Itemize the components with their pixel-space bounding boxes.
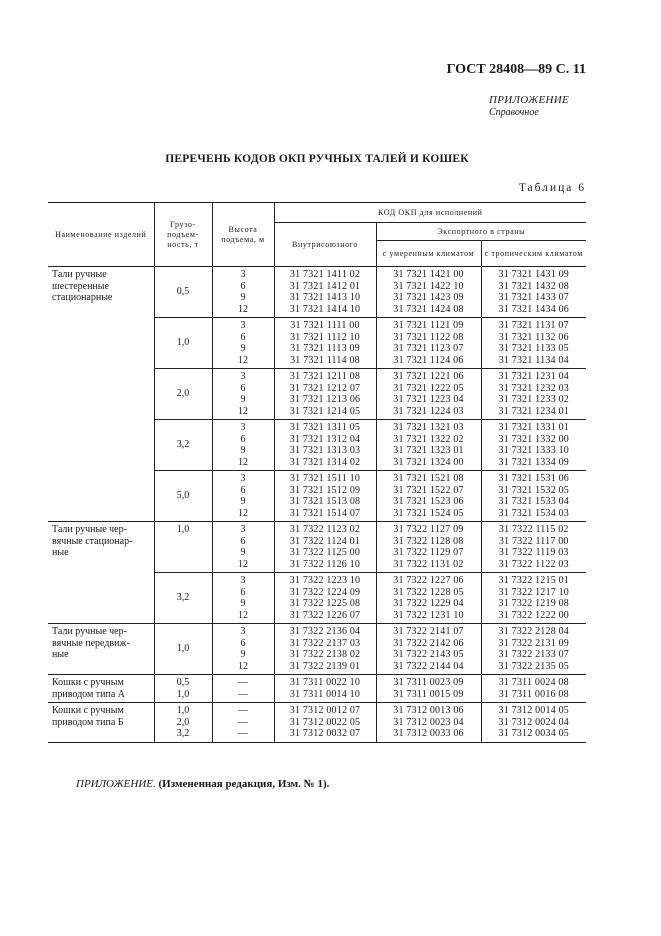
okp-code: 31 7321 1231 04	[498, 371, 569, 382]
okp-code: 31 7321 1432 08	[498, 280, 569, 292]
domestic-code-cell	[274, 522, 376, 573]
height-value: 3	[240, 524, 246, 535]
height-cell	[212, 624, 274, 675]
okp-code: 31 7321 1421 00	[393, 269, 464, 280]
height-value: —	[238, 705, 248, 716]
capacity-cell	[154, 471, 212, 522]
table-row	[48, 624, 586, 675]
height-value: 6	[240, 331, 246, 343]
okp-code: 31 7321 1412 01	[289, 280, 361, 292]
okp-code: 31 7322 1131 02	[393, 558, 464, 570]
product-name-line: Тали ручные чер-	[52, 626, 127, 637]
capacity-cell	[154, 420, 212, 471]
okp-code: 31 7322 1127 09	[393, 524, 464, 535]
height-cell	[212, 369, 274, 420]
tropical-code-cell	[481, 624, 586, 675]
capacity-value: 1,0	[176, 643, 190, 655]
okp-code: 31 7322 1227 06	[393, 575, 464, 586]
okp-code: 31 7321 1331 01	[498, 422, 569, 433]
okp-code: 31 7322 2138 02	[289, 649, 361, 660]
temperate-code-cell	[376, 703, 481, 743]
okp-code: 31 7322 1231 10	[393, 609, 464, 621]
tropical-code-cell	[481, 420, 586, 471]
okp-code: 31 7322 2136 04	[289, 626, 361, 637]
height-cell	[212, 573, 274, 624]
okp-code: 31 7321 1531 06	[498, 473, 569, 484]
height-value: 9	[240, 292, 246, 303]
domestic-code-cell	[274, 471, 376, 522]
okp-code: 31 7321 1222 05	[393, 382, 464, 394]
height-value: 12	[238, 609, 248, 621]
okp-code: 31 7321 1322 02	[393, 433, 464, 445]
height-value: 12	[238, 456, 248, 468]
okp-code: 31 7321 1233 02	[498, 394, 569, 405]
capacity-value: 1,0	[176, 705, 190, 716]
okp-code: 31 7321 1514 07	[289, 507, 361, 519]
okp-code: 31 7321 1113 09	[290, 343, 360, 354]
capacity-cell	[154, 675, 212, 703]
okp-code: 31 7321 1221 06	[393, 371, 464, 382]
okp-code: 31 7321 1314 02	[289, 456, 361, 468]
okp-code: 31 7321 1333 10	[498, 445, 569, 456]
height-value: 3	[240, 422, 246, 433]
domestic-code-cell	[274, 675, 376, 703]
height-cell	[212, 522, 274, 573]
capacity-cell	[154, 267, 212, 318]
height-value: 9	[240, 649, 246, 660]
tropical-code-cell	[481, 318, 586, 369]
table-row	[48, 267, 586, 318]
height-value: 6	[240, 586, 246, 598]
okp-code: 31 7322 1224 09	[289, 586, 361, 598]
height-value: 6	[240, 484, 246, 496]
okp-code: 31 7321 1433 07	[498, 292, 569, 303]
okp-code: 31 7321 1213 06	[289, 394, 361, 405]
product-name-line: стационарные	[52, 292, 113, 303]
height-cell	[212, 318, 274, 369]
height-value: —	[238, 728, 248, 739]
document-number: ГОСТ 28408—89 С. 11	[446, 62, 586, 77]
height-value: 12	[238, 660, 248, 672]
okp-code: 31 7321 1212 07	[289, 382, 361, 394]
temperate-code-cell	[376, 522, 481, 573]
okp-code: 31 7322 1117 00	[498, 535, 569, 547]
height-value: 3	[240, 269, 246, 280]
capacity-cell	[154, 573, 212, 624]
col-tropical-header: с тропическим климатом	[481, 241, 586, 267]
height-value: 6	[240, 637, 246, 649]
okp-code: 31 7322 1128 08	[393, 535, 464, 547]
okp-code: 31 7322 1226 07	[289, 609, 361, 621]
col-export-header: Экспортного в страны	[376, 223, 586, 241]
product-name-line: ные	[52, 649, 69, 660]
okp-code: 31 7321 1214 05	[289, 405, 361, 417]
okp-code: 31 7321 1424 08	[393, 303, 464, 315]
col-name-header: Наименование изделий	[48, 203, 154, 267]
okp-code: 31 7322 1223 10	[289, 575, 361, 586]
capacity-cell	[154, 522, 212, 573]
okp-code: 31 7311 0015 09	[393, 688, 464, 700]
okp-code: 31 7321 1313 03	[289, 445, 361, 456]
capacity-cell	[154, 703, 212, 743]
okp-code: 31 7321 1414 10	[289, 303, 361, 315]
okp-code: 31 7311 0022 10	[289, 677, 361, 688]
temperate-code-cell	[376, 318, 481, 369]
okp-code: 31 7321 1124 06	[393, 354, 464, 366]
okp-code: 31 7321 1112 10	[290, 331, 360, 343]
product-name-line: вячные передвиж-	[52, 637, 130, 649]
okp-code: 31 7322 1129 07	[393, 547, 464, 558]
okp-code: 31 7321 1431 09	[498, 269, 569, 280]
okp-code: 31 7321 1413 10	[289, 292, 361, 303]
height-value: 12	[238, 558, 248, 570]
okp-code: 31 7322 2128 04	[498, 626, 569, 637]
capacity-value: 3,2	[176, 592, 190, 604]
product-name	[48, 675, 154, 703]
appendix-label: ПРИЛОЖЕНИЕ	[489, 94, 569, 106]
product-name-line: приводом типа Б	[52, 716, 124, 728]
col-capacity-header: Грузо-подъем-ность, т	[154, 203, 212, 267]
temperate-code-cell	[376, 624, 481, 675]
col-temperate-header: с умеренным климатом	[376, 241, 481, 267]
okp-code: 31 7321 1332 00	[498, 433, 569, 445]
height-value: —	[238, 677, 248, 688]
page-title: ПЕРЕЧЕНЬ КОДОВ ОКП РУЧНЫХ ТАЛЕЙ И КОШЕК	[165, 153, 469, 165]
product-name-line: ные	[52, 547, 69, 558]
okp-code: 31 7321 1533 04	[498, 496, 569, 507]
okp-code: 31 7322 1115 02	[498, 524, 569, 535]
okp-code: 31 7321 1532 05	[498, 484, 569, 496]
okp-code: 31 7321 1513 08	[289, 496, 361, 507]
capacity-value: 3,2	[176, 728, 190, 739]
okp-code: 31 7322 2144 04	[393, 660, 464, 672]
okp-code: 31 7322 1119 03	[498, 547, 569, 558]
col-domestic-header: Внутрисоюзного	[274, 223, 376, 267]
height-value: 12	[238, 405, 248, 417]
okp-code: 31 7321 1512 09	[289, 484, 361, 496]
okp-code: 31 7322 1228 05	[393, 586, 464, 598]
domestic-code-cell	[274, 267, 376, 318]
product-name	[48, 267, 154, 522]
height-cell	[212, 675, 274, 703]
height-value: 6	[240, 433, 246, 445]
product-name-line: вячные стационар-	[52, 535, 133, 547]
okp-code: 31 7321 1123 07	[393, 343, 464, 354]
okp-code: 31 7311 0016 08	[498, 688, 569, 700]
height-value: —	[238, 716, 248, 728]
okp-code: 31 7321 1334 09	[498, 456, 569, 468]
okp-code: 31 7322 1219 08	[498, 598, 569, 609]
okp-code: 31 7321 1114 08	[290, 354, 360, 366]
table-row	[48, 703, 586, 743]
okp-code: 31 7321 1232 03	[498, 382, 569, 394]
product-name-line: Кошки с ручным	[52, 705, 124, 716]
col-height-header: Высота подъема, м	[212, 203, 274, 267]
table-number: Таблица 6	[518, 182, 586, 194]
tropical-code-cell	[481, 675, 586, 703]
okp-code: 31 7322 2141 07	[393, 626, 464, 637]
height-value: 6	[240, 382, 246, 394]
okp-code: 31 7321 1523 06	[393, 496, 464, 507]
okp-code: 31 7322 1124 01	[289, 535, 361, 547]
capacity-cell	[154, 624, 212, 675]
appendix-type: Справочное	[489, 107, 539, 118]
okp-code: 31 7321 1111 00	[290, 320, 360, 331]
capacity-value: 1,0	[176, 688, 190, 700]
okp-code: 31 7321 1223 04	[393, 394, 464, 405]
okp-code: 31 7321 1132 06	[498, 331, 569, 343]
height-value: 9	[240, 394, 246, 405]
height-cell	[212, 471, 274, 522]
okp-code: 31 7322 1122 03	[498, 558, 569, 570]
okp-code: 31 7312 0013 06	[393, 705, 464, 716]
okp-code: 31 7322 1123 02	[289, 524, 361, 535]
height-value: 9	[240, 547, 246, 558]
okp-code: 31 7312 0024 04	[498, 716, 569, 728]
temperate-code-cell	[376, 573, 481, 624]
okp-codes-table	[48, 202, 586, 743]
capacity-value: 1,0	[176, 524, 190, 535]
temperate-code-cell	[376, 369, 481, 420]
height-value: 3	[240, 626, 246, 637]
height-cell	[212, 420, 274, 471]
footnote-text: (Измененная редакция, Изм. № 1).	[155, 778, 330, 790]
domestic-code-cell	[274, 624, 376, 675]
domestic-code-cell	[274, 369, 376, 420]
okp-code: 31 7321 1134 04	[498, 354, 569, 366]
capacity-value: 3,2	[176, 439, 190, 451]
temperate-code-cell	[376, 471, 481, 522]
height-value: —	[238, 688, 248, 700]
height-cell	[212, 703, 274, 743]
okp-code: 31 7312 0033 06	[393, 728, 464, 739]
product-name-line: приводом типа А	[52, 688, 126, 700]
height-value: 6	[240, 535, 246, 547]
product-name-line: Тали ручные	[52, 269, 107, 280]
capacity-cell	[154, 318, 212, 369]
tropical-code-cell	[481, 471, 586, 522]
okp-code: 31 7321 1131 07	[498, 320, 569, 331]
okp-code: 31 7321 1423 09	[393, 292, 464, 303]
okp-code: 31 7321 1211 08	[289, 371, 361, 382]
okp-code: 31 7322 1225 08	[289, 598, 361, 609]
okp-code: 31 7321 1311 05	[289, 422, 361, 433]
okp-code: 31 7311 0024 08	[498, 677, 569, 688]
product-name	[48, 522, 154, 624]
tropical-code-cell	[481, 267, 586, 318]
okp-code: 31 7312 0014 05	[498, 705, 569, 716]
height-value: 3	[240, 371, 246, 382]
okp-code: 31 7321 1511 10	[289, 473, 361, 484]
okp-code: 31 7321 1122 08	[393, 331, 464, 343]
okp-code: 31 7322 2135 05	[498, 660, 569, 672]
okp-code: 31 7321 1434 06	[498, 303, 569, 315]
capacity-value: 0,5	[176, 286, 190, 298]
tropical-code-cell	[481, 573, 586, 624]
okp-code: 31 7312 0032 07	[289, 728, 361, 739]
okp-code: 31 7322 2137 03	[289, 637, 361, 649]
height-value: 12	[238, 354, 248, 366]
height-value: 9	[240, 343, 246, 354]
tropical-code-cell	[481, 369, 586, 420]
height-value: 9	[240, 598, 246, 609]
footnote-lead: ПРИЛОЖЕНИЕ.	[76, 778, 156, 790]
okp-code: 31 7322 2131 09	[498, 637, 569, 649]
okp-code: 31 7322 1126 10	[289, 558, 361, 570]
okp-code: 31 7322 2133 07	[498, 649, 569, 660]
domestic-code-cell	[274, 573, 376, 624]
okp-code: 31 7321 1312 04	[289, 433, 361, 445]
product-name-line: Тали ручные чер-	[52, 524, 127, 535]
height-value: 9	[240, 445, 246, 456]
table-row	[48, 522, 586, 573]
okp-code: 31 7312 0022 05	[289, 716, 361, 728]
height-value: 12	[238, 507, 248, 519]
okp-code: 31 7312 0034 05	[498, 728, 569, 739]
okp-code: 31 7322 2143 05	[393, 649, 464, 660]
tropical-code-cell	[481, 522, 586, 573]
height-value: 6	[240, 280, 246, 292]
capacity-value: 2,0	[176, 388, 190, 400]
okp-code: 31 7322 1229 04	[393, 598, 464, 609]
okp-code: 31 7321 1422 10	[393, 280, 464, 292]
height-value: 9	[240, 496, 246, 507]
okp-code: 31 7321 1224 03	[393, 405, 464, 417]
temperate-code-cell	[376, 675, 481, 703]
okp-code: 31 7312 0023 04	[393, 716, 464, 728]
okp-code: 31 7322 1222 00	[498, 609, 569, 621]
tropical-code-cell	[481, 703, 586, 743]
capacity-value: 5,0	[176, 490, 190, 502]
height-cell	[212, 267, 274, 318]
okp-code: 31 7321 1534 03	[498, 507, 569, 519]
col-okp-header: КОД ОКП для исполнений	[274, 203, 586, 223]
okp-code: 31 7322 1217 10	[498, 586, 569, 598]
capacity-cell	[154, 369, 212, 420]
domestic-code-cell	[274, 318, 376, 369]
capacity-value: 2,0	[176, 716, 190, 728]
okp-code: 31 7312 0012 07	[289, 705, 361, 716]
temperate-code-cell	[376, 267, 481, 318]
capacity-value: 0,5	[176, 677, 190, 688]
okp-code: 31 7321 1323 01	[393, 445, 464, 456]
okp-code: 31 7311 0014 10	[289, 688, 361, 700]
product-name	[48, 624, 154, 675]
domestic-code-cell	[274, 703, 376, 743]
product-name-line: шестеренные	[52, 280, 109, 292]
okp-code: 31 7321 1324 00	[393, 456, 464, 468]
okp-code: 31 7322 1125 00	[289, 547, 361, 558]
height-value: 3	[240, 320, 246, 331]
footnote	[76, 778, 329, 790]
okp-code: 31 7322 2142 06	[393, 637, 464, 649]
domestic-code-cell	[274, 420, 376, 471]
okp-code: 31 7311 0023 09	[393, 677, 464, 688]
height-value: 3	[240, 473, 246, 484]
product-name	[48, 703, 154, 743]
okp-code: 31 7321 1133 05	[498, 343, 569, 354]
okp-code: 31 7322 1215 01	[498, 575, 569, 586]
okp-code: 31 7322 2139 01	[289, 660, 361, 672]
okp-code: 31 7321 1524 05	[393, 507, 464, 519]
product-name-line: Кошки с ручным	[52, 677, 124, 688]
okp-code: 31 7321 1411 02	[289, 269, 361, 280]
okp-code: 31 7321 1234 01	[498, 405, 569, 417]
okp-code: 31 7321 1321 03	[393, 422, 464, 433]
capacity-value: 1,0	[176, 337, 190, 349]
okp-code: 31 7321 1121 09	[393, 320, 464, 331]
okp-code: 31 7321 1521 08	[393, 473, 464, 484]
height-value: 12	[238, 303, 248, 315]
height-value: 3	[240, 575, 246, 586]
table-row	[48, 675, 586, 703]
okp-code: 31 7321 1522 07	[393, 484, 464, 496]
temperate-code-cell	[376, 420, 481, 471]
